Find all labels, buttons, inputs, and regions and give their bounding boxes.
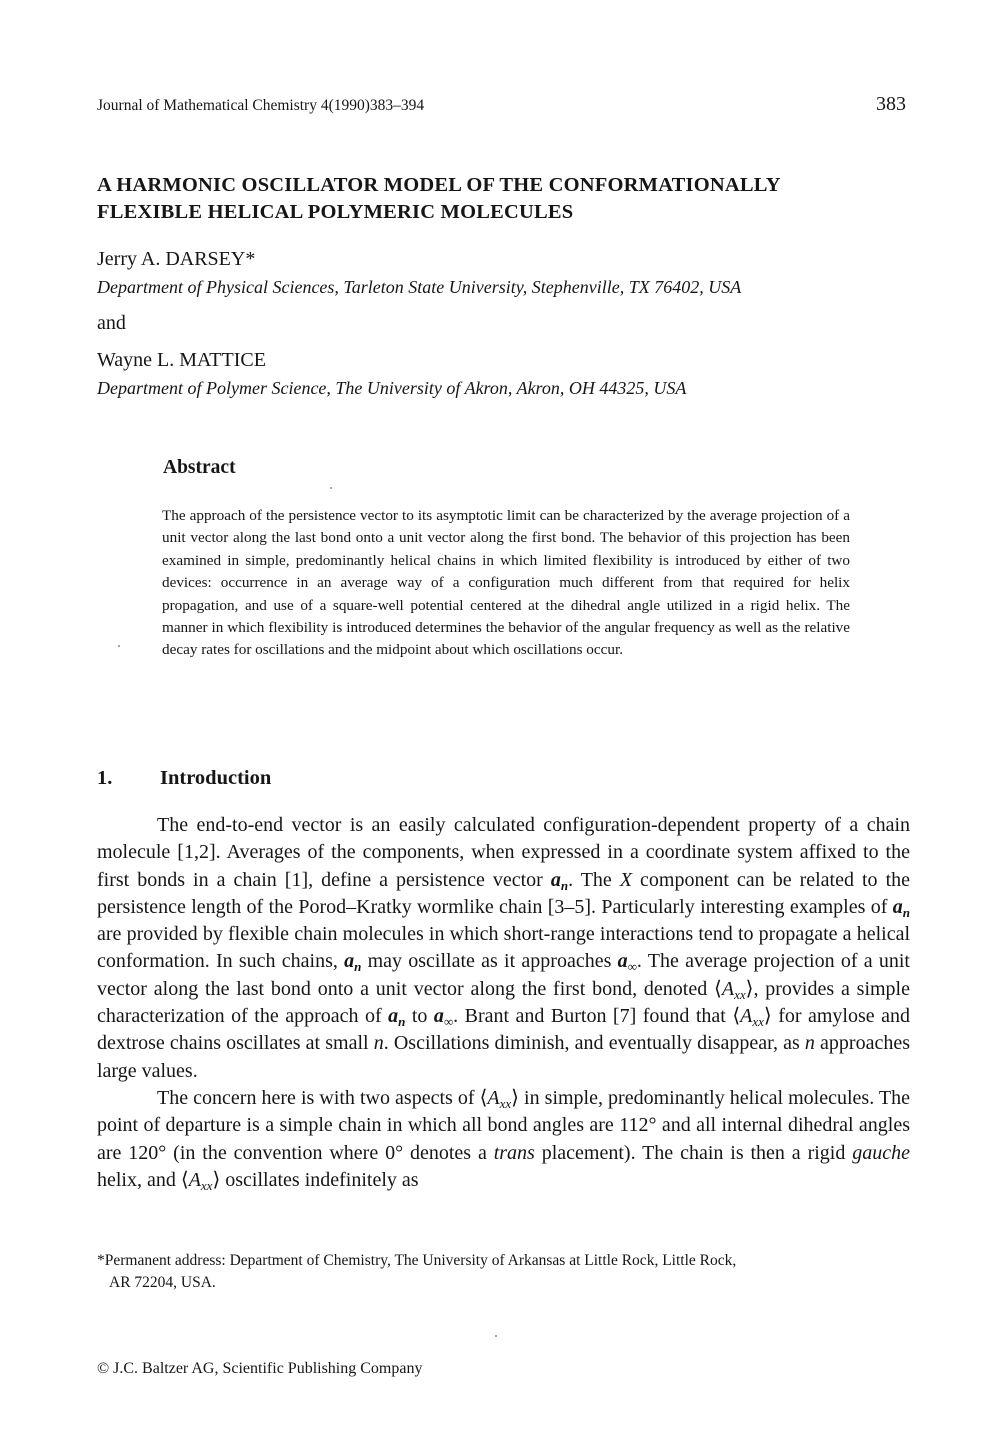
paragraph-1: The end-to-end vector is an easily calculated configuration-dependent property of a chain molecule [1,2]. Averages of the components, when expressed in a coordinate system affixed to the first bonds in a chain [1], define a persistence vector $a_n$. The X component can be related to the persistence length of the Porod–Kratky wormlike chain [3–5]. Particularly interesting examples of $a_n$ are provided by flexible chain molecules in which short-range interactions tend to propagate a helical conformation. In such chains, $a_n$ may oscillate as it approaches $a_\infty$. The average projection of a unit vector along the last bond onto a unit vector along the first bond, denoted $⟨A_{xx}⟩$, provides a simple characterization of the approach of $a_n$ to $a_\infty$. Brant and Burton [7] found that $⟨A_{xx}⟩$ for amylose and dextrose chains oscillates at small n. Oscillations diminish, and eventually disappear, as n approaches large values. <box>97 814 910 1082</box>
title-line-1: A HARMONIC OSCILLATOR MODEL OF THE CONFORMATIONALLY <box>97 174 781 196</box>
section-title: Introduction <box>160 767 272 789</box>
paper-title <box>97 172 917 226</box>
footnote-line-2: AR 72204, USA. <box>109 1274 216 1291</box>
scan-speck <box>495 1335 497 1337</box>
abstract-heading: Abstract <box>163 457 236 478</box>
author-2-affiliation: Department of Polymer Science, The University of Akron, Akron, OH 44325, USA <box>97 378 687 398</box>
abstract-text: The approach of the persistence vector to its asymptotic limit can be characterized by the average projection of a unit vector along the last bond onto a unit vector along the first bond. The behavior of this projection has been examined in simple, predominantly helical chains in which limited flexibility is introduced by either of two devices: occurrence in an average way of a configuration much different from that required for helix propagation, and use of a square-well potential centered at the dihedral angle utilized in a rigid helix. The manner in which flexibility is introduced determines the behavior of the angular frequency as well as the relative decay rates for oscillations and the midpoint about which oscillations occur. <box>162 507 850 659</box>
author-1-affiliation: Department of Physical Sciences, Tarleton State University, Stephenville, TX 76402, USA <box>97 277 742 297</box>
author-conjunction: and <box>97 312 126 334</box>
scan-speck <box>118 645 120 647</box>
footnote <box>97 1250 912 1294</box>
running-head <box>97 93 908 119</box>
title-line-2: FLEXIBLE HELICAL POLYMERIC MOLECULES <box>97 201 574 223</box>
page-number: 383 <box>876 93 906 115</box>
scan-speck <box>330 487 332 489</box>
body-text <box>97 812 910 1194</box>
section-number: 1. <box>97 767 113 789</box>
journal-citation: Journal of Mathematical Chemistry 4(1990)383–394 <box>97 97 425 114</box>
footnote-line-1: *Permanent address: Department of Chemistry, The University of Arkansas at Little Rock, Little Rock, <box>97 1252 737 1269</box>
author-2-name: Wayne L. MATTICE <box>97 349 266 371</box>
author-1-name: Jerry A. DARSEY* <box>97 248 256 270</box>
paragraph-2: The concern here is with two aspects of $⟨A_{xx}⟩$ in simple, predominantly helical molecules. The point of departure is a simple chain in which all bond angles are 112° and all internal dihedral angles are 120° (in the convention where 0° denotes a trans placement). The chain is then a rigid gauche helix, and $⟨A_{xx}⟩$ oscillates indefinitely as <box>97 1086 910 1193</box>
copyright-notice: © J.C. Baltzer AG, Scientific Publishing Company <box>97 1360 423 1377</box>
